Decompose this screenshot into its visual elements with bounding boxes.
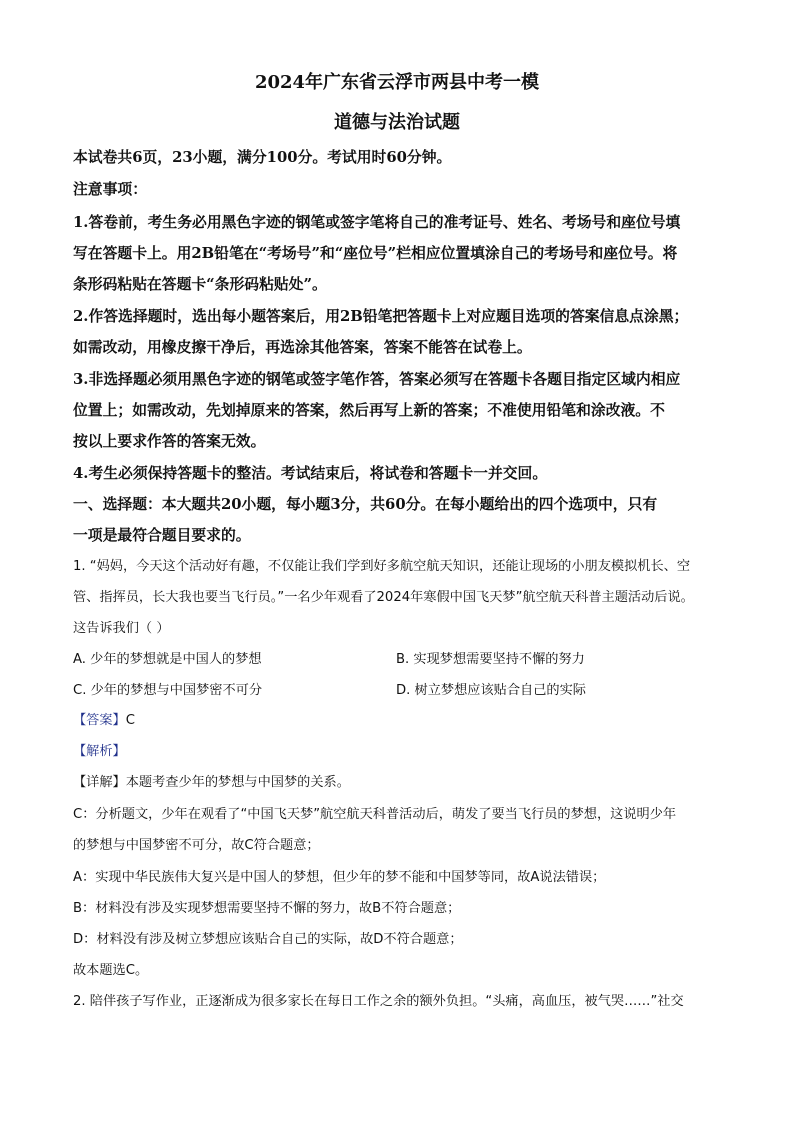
notice-line: 2.作答选择题时，选出每小题答案后，用2B铅笔把答题卡上对应题目选项的答案信息点涂黑；: [73, 308, 689, 325]
question-stem: 这告诉我们（ ）: [73, 621, 170, 636]
notice-line: 条形码粘贴在答题卡“条形码粘贴处”。: [73, 276, 327, 293]
detail-line: A：实现中华民族伟大复兴是中国人的梦想，但少年的梦不能和中国梦等同，故A说法错误；: [73, 870, 606, 885]
notice-line: 如需改动，用橡皮擦干净后，再选涂其他答案，答案不能答在试卷上。: [73, 339, 532, 356]
detail-line: D：材料没有涉及树立梦想应该贴合自己的实际，故D不符合题意；: [73, 932, 463, 947]
section-heading: 一项是最符合题目要求的。: [73, 527, 251, 544]
option-d: D. 树立梦想应该贴合自己的实际: [396, 683, 586, 698]
question-stem: 2. 陪伴孩子写作业，正逐渐成为很多家长在每日工作之余的额外负担。“头痛，高血压，被气哭……”社交: [73, 994, 684, 1009]
exam-intro: 本试卷共6页，23小题，满分100分。考试用时60分钟。: [73, 149, 452, 166]
page-subtitle: 道德与法治试题: [334, 112, 460, 133]
notice-heading: 注意事项：: [73, 181, 147, 198]
answer-line: [73, 711, 135, 731]
detail-line: 故本题选C。: [73, 963, 149, 978]
detail-line: B：材料没有涉及实现梦想需要坚持不懈的努力，故B不符合题意；: [73, 901, 461, 916]
option-a: A. 少年的梦想就是中国人的梦想: [73, 652, 262, 667]
answer-value: C: [125, 713, 135, 728]
option-c: C. 少年的梦想与中国梦密不可分: [73, 683, 263, 698]
analysis-label: 【解析】: [73, 744, 126, 759]
section-heading: 一、选择题：本大题共20小题，每小题3分，共60分。在每小题给出的四个选项中，只有: [73, 496, 658, 513]
question-stem: 1. “妈妈，今天这个活动好有趣，不仅能让我们学到好多航空航天知识，还能让现场的小朋友模拟机长、空: [73, 559, 691, 574]
notice-line: 3.非选择题必须用黑色字迹的钢笔或签字笔作答，答案必须写在答题卡各题目指定区域内相应: [73, 371, 681, 388]
option-b: B. 实现梦想需要坚持不懈的努力: [396, 652, 585, 667]
notice-line: 位置上；如需改动，先划掉原来的答案，然后再写上新的答案；不准使用铅笔和涂改液。不: [73, 402, 665, 419]
detail-line: 的梦想与中国梦密不可分，故C符合题意；: [73, 838, 320, 853]
question-stem: 管、指挥员，长大我也要当飞行员。”一名少年观看了2024年寒假中国飞天梦”航空航天科普主题活动后说。: [73, 590, 694, 605]
answer-label: 【答案】: [73, 713, 126, 728]
detail-line: C：分析题文，少年在观看了“中国飞天梦”航空航天科普活动后，萌发了要当飞行员的梦想，这说明少年: [73, 807, 677, 822]
notice-line: 1.答卷前，考生务必用黑色字迹的钢笔或签字笔将自己的准考证号、姓名、考场号和座位号填: [73, 214, 681, 231]
notice-line: 按以上要求作答的答案无效。: [73, 433, 266, 450]
notice-line: 写在答题卡上。用2B铅笔在“考场号”和“座位号”栏相应位置填涂自己的考场号和座位号。将: [73, 245, 678, 262]
page-title: 2024年广东省云浮市两县中考一模: [254, 72, 540, 93]
notice-line: 4.考生必须保持答题卡的整洁。考试结束后，将试卷和答题卡一并交回。: [73, 465, 548, 482]
detail-line: 【详解】本题考查少年的梦想与中国梦的关系。: [73, 775, 350, 790]
